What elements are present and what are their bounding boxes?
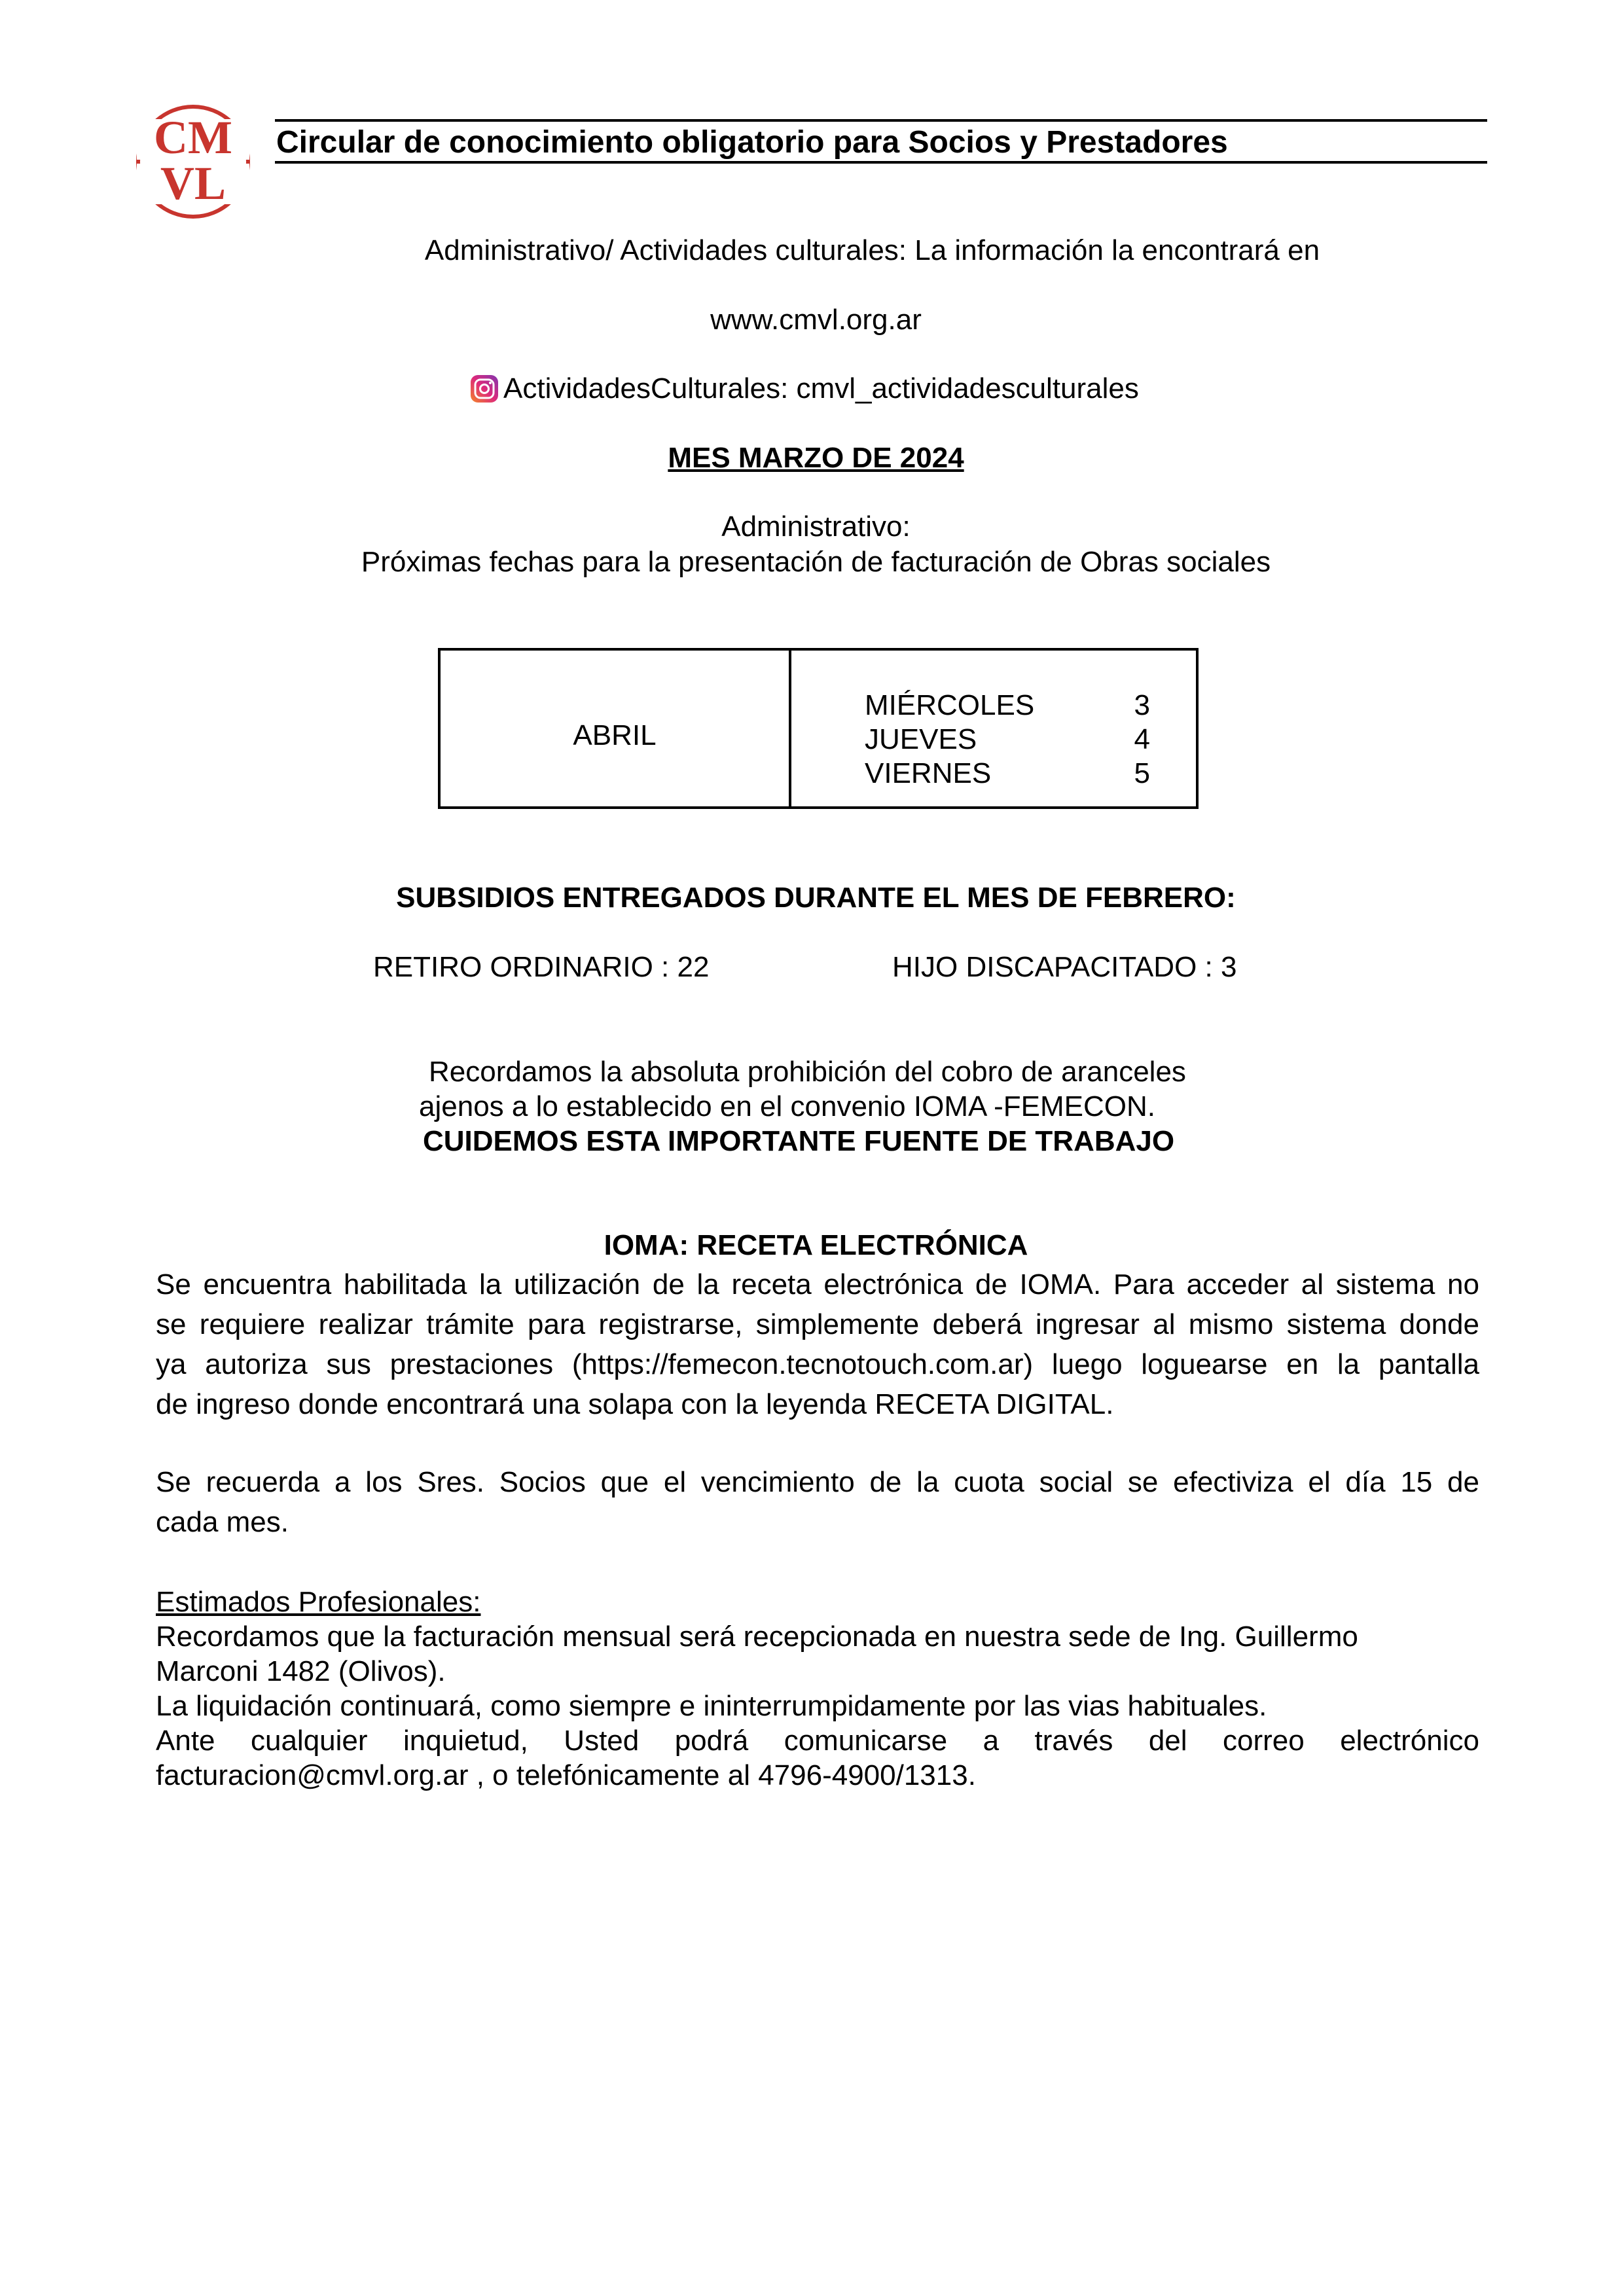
ioma-paragraph (156, 1265, 1479, 1424)
professionals-paragraph (156, 1585, 1479, 1793)
dues-paragraph (156, 1462, 1479, 1542)
subsidy-hijo: HIJO DISCAPACITADO : 3 (892, 951, 1237, 983)
administrative-heading: Administrativo: (721, 511, 911, 543)
month-heading: MES MARZO DE 2024 (668, 442, 964, 474)
header-rule-top (275, 119, 1487, 122)
day-number: 5 (1134, 757, 1150, 789)
professionals-line-3: La liquidación continuará, como siempre e ininterrumpidamente por las vias habituales. (156, 1690, 1267, 1722)
subsidies-heading: SUBSIDIOS ENTREGADOS DURANTE EL MES DE FEBRERO: (396, 882, 1236, 914)
intro-line: Administrativo/ Actividades culturales: La información la encontrará en (424, 234, 1320, 266)
schedule-month-cell (441, 651, 791, 806)
page-title: Circular de conocimiento obligatorio para Socios y Prestadores (276, 125, 1228, 160)
header-rule-bottom (275, 161, 1487, 164)
administrative-subheading: Próximas fechas para la presentación de facturación de Obras sociales (361, 546, 1271, 578)
logo-text-top: CM (154, 111, 232, 164)
schedule-table (438, 648, 1199, 809)
schedule-month: ABRIL (573, 719, 657, 751)
day-name: MIÉRCOLES (865, 689, 1035, 721)
day-number: 4 (1134, 723, 1150, 755)
instagram-line (469, 372, 1139, 406)
ioma-line-1: Se encuentra habilitada la utilización de la receta electrónica de IOMA. Para acceder al sistema no (156, 1268, 1479, 1300)
subsidy-retiro: RETIRO ORDINARIO : 22 (373, 951, 710, 983)
ioma-line-4: de ingreso donde encontrará una solapa con la leyenda RECETA DIGITAL. (156, 1388, 1114, 1420)
website-link[interactable]: www.cmvl.org.ar (710, 304, 922, 336)
logo-text-bottom: VL (160, 157, 226, 209)
schedule-day-row (865, 757, 1150, 791)
reminder-line-3: CUIDEMOS ESTA IMPORTANTE FUENTE DE TRABAJO (423, 1125, 1175, 1157)
instagram-label[interactable]: ActividadesCulturales: cmvl_actividadesculturales (503, 372, 1139, 404)
dues-line-1: Se recuerda a los Sres. Socios que el vencimiento de la cuota social se efectiviza el día 15 de (156, 1466, 1479, 1498)
schedule-days-cell (791, 651, 1196, 806)
professionals-line-5: facturacion@cmvl.org.ar , o telefónicamente al 4796-4900/1313. (156, 1759, 976, 1791)
schedule-day-row (865, 689, 1150, 723)
day-name: JUEVES (865, 723, 977, 755)
day-number: 3 (1134, 689, 1150, 721)
day-name: VIERNES (865, 757, 992, 789)
schedule-day-row (865, 723, 1150, 757)
instagram-icon (469, 374, 499, 404)
professionals-heading: Estimados Profesionales: (156, 1586, 481, 1618)
ioma-heading: IOMA: RECETA ELECTRÓNICA (604, 1229, 1028, 1261)
ioma-line-3: ya autoriza sus prestaciones (https://femecon.tecnotouch.com.ar) luego loguearse en la pantalla (156, 1348, 1479, 1380)
professionals-line-2: Marconi 1482 (Olivos). (156, 1655, 446, 1687)
reminder-line-2: ajenos a lo establecido en el convenio IOMA -FEMECON. (419, 1090, 1155, 1122)
reminder-line-1: Recordamos la absoluta prohibición del cobro de aranceles (429, 1056, 1186, 1088)
professionals-line-1: Recordamos que la facturación mensual será recepcionada en nuestra sede de Ing. Guillermo (156, 1621, 1358, 1653)
dues-line-2: cada mes. (156, 1506, 289, 1538)
cmvl-logo (134, 99, 252, 224)
professionals-line-4: Ante cualquier inquietud, Usted podrá comunicarse a través del correo electrónico (156, 1725, 1479, 1757)
ioma-line-2: se requiere realizar trámite para registrarse, simplemente deberá ingresar al mismo sistema donde (156, 1308, 1479, 1340)
